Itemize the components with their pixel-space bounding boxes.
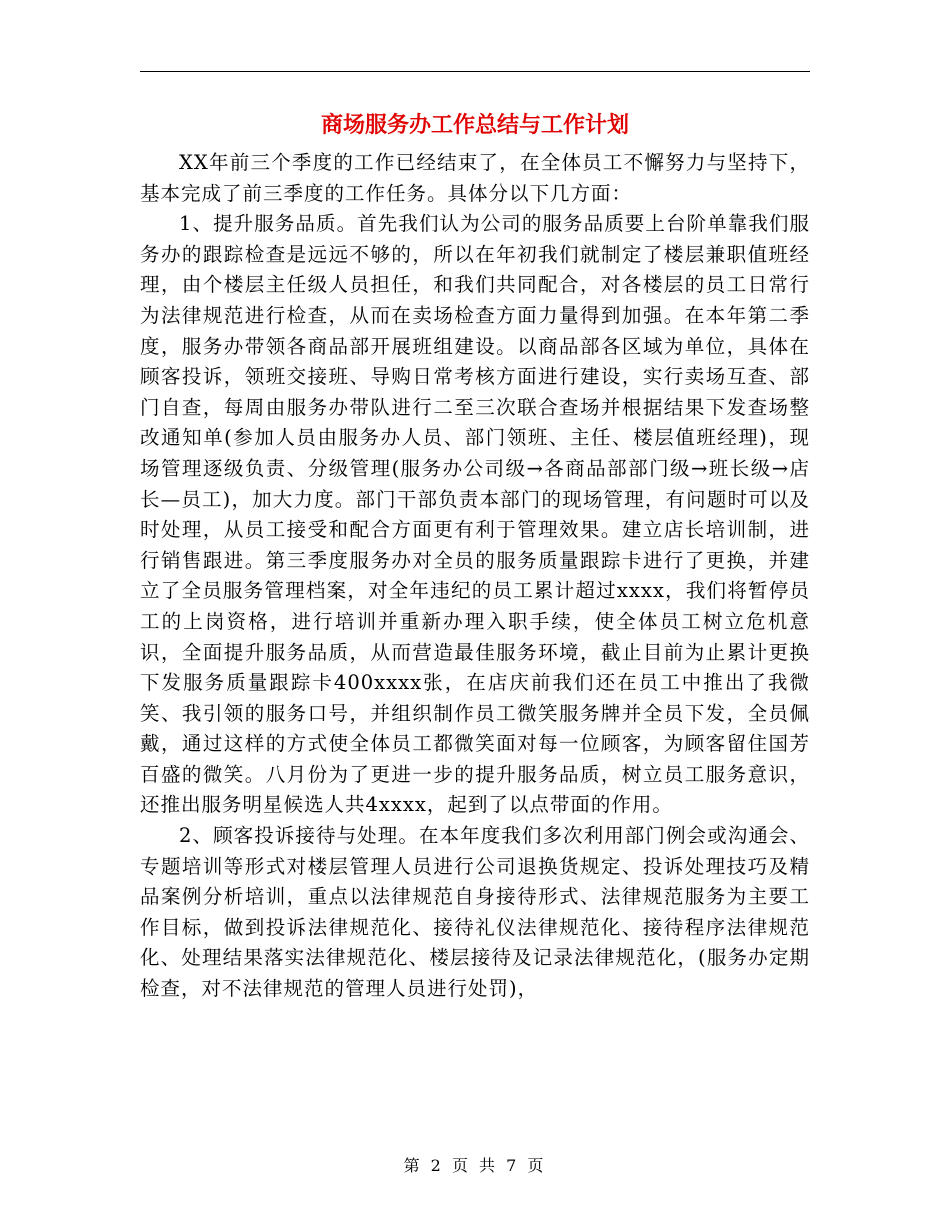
document-body (140, 148, 810, 1005)
paragraph-complaint-handling: 2、顾客投诉接待与处理。在本年度我们多次利用部门例会或沟通会、专题培训等形式对楼层管理人员进行公司退换货规定、投诉处理技巧及精品案例分析培训，重点以法律规范自身接待形式、法律规范服务为主要工作目标，做到投诉法律规范化、接待礼仪法律规范化、接待程序法律规范化、处理结果落实法律规范化、楼层接待及记录法律规范化，(服务办定期检查，对不法律规范的管理人员进行处罚)， (140, 824, 810, 1001)
header-rule (140, 71, 810, 72)
page-number: 第 2 页 共 7 页 (403, 1156, 547, 1175)
document-title: 商场服务办工作总结与工作计划 (320, 113, 629, 138)
paragraph-intro: XX年前三个季度的工作已经结束了，在全体员工不懈努力与坚持下，基本完成了前三季度的工作任务。具体分以下几方面： (140, 151, 810, 205)
paragraph-service-quality: 1、提升服务品质。首先我们认为公司的服务品质要上台阶单靠我们服务办的跟踪检查是远远不够的，所以在年初我们就制定了楼层兼职值班经理，由个楼层主任级人员担任，和我们共同配合，对各楼层的员工日常行为法律规范进行检查，从而在卖场检查方面力量得到加强。在本年第二季度，服务办带领各商品部开展班组建设。以商品部各区域为单位，具体在顾客投诉，领班交接班、导购日常考核方面进行建设，实行卖场互查、部门自查，每周由服务办带队进行二至三次联合查场并根据结果下发查场整改通知单(参加人员由服务办人员、部门领班、主任、楼层值班经理)，现场管理逐级负责、分级管理(服务办公司级→各商品部部门级→班长级→店长—员工)，加大力度。部门干部负责本部门的现场管理，有问题时可以及时处理，从员工接受和配合方面更有利于管理效果。建立店长培训制，进行销售跟进。第三季度服务办对全员的服务质量跟踪卡进行了更换，并建立了全员服务管理档案，对全年违纪的员工累计超过xxxx，我们将暂停员工的上岗资格，进行培训并重新办理入职手续，使全体员工树立危机意识，全面提升服务品质，从而营造最佳服务环境，截止目前为止累计更换下发服务质量跟踪卡400xxxx张，在店庆前我们还在员工中推出了我微笑、我引领的服务口号，并组织制作员工微笑服务牌并全员下发，全员佩戴，通过这样的方式使全体员工都微笑面对每一位顾客，为顾客留住国芳百盛的微笑。八月份为了更进一步的提升服务品质，树立员工服务意识，还推出服务明星候选人共4xxxx，起到了以点带面的作用。 (140, 212, 810, 817)
